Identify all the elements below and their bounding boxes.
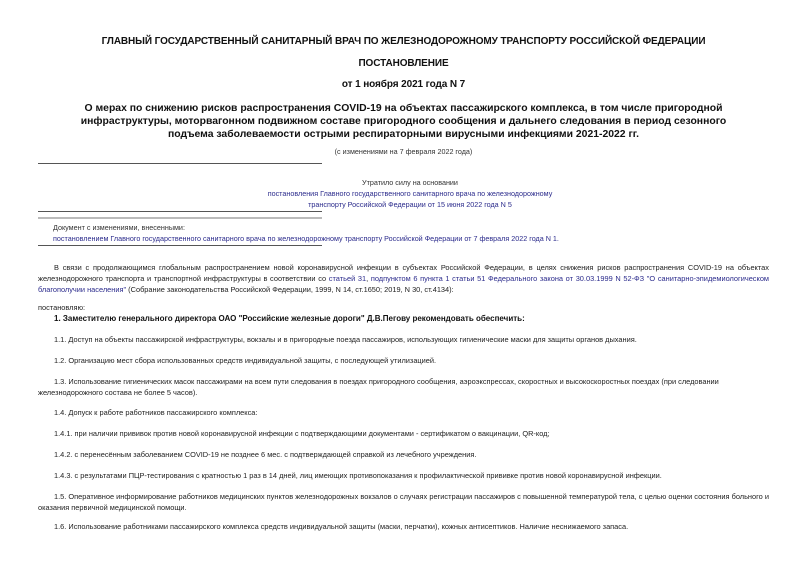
document-title: О мерах по снижению рисков распространения COVID-19 на объектах пассажирского комплекса, в том числе пригородной инфраструктуры, моторвагонном подвижном составе пригородного сообщения и дальнего следования в период сезонного подъема заболеваемости острыми респираторными вирусными инфекциями 2021-2022 гг. <box>80 103 727 140</box>
changes-link[interactable]: постановлением Главного государственного санитарного врача по железнодорожному транспорту Российской Федерации от 7 февраля 2022 года N 1. <box>53 234 559 243</box>
item-1-4-1: 1.4.1. при наличии прививок против новой коронавирусной инфекции с подтверждающими документами - сертификатом о вакцинации, QR-код; <box>54 429 550 438</box>
changes-block <box>53 222 753 244</box>
repeal-link-line2[interactable]: транспорту Российской Федерации от 15 июня 2022 года N 5 <box>308 200 512 209</box>
item-1-1: 1.1. Доступ на объекты пассажирской инфраструктуры, вокзалы и в пригородные поезда пассажиров, использующих гигиенические маски для защиты органов дыхания. <box>54 335 637 344</box>
item-1-5: 1.5. Оперативное информирование работников медицинских пунктов железнодорожных вокзалов о случаях регистрации пассажиров с повышенной температурой тела, с целью оценки состояния больного и оказания первичной медицинской помощи. <box>38 492 769 512</box>
repeal-label: Утратило силу на основании <box>362 178 458 187</box>
decree-word: постановляю: <box>38 303 86 312</box>
changes-label: Документ с изменениями, внесенными: <box>53 223 185 232</box>
divider <box>38 211 322 212</box>
issuing-authority: ГЛАВНЫЙ ГОСУДАРСТВЕННЫЙ САНИТАРНЫЙ ВРАЧ ПО ЖЕЛЕЗНОДОРОЖНОМУ ТРАНСПОРТУ РОССИЙСКОЙ ФЕДЕРАЦИИ <box>101 36 706 47</box>
divider <box>38 163 322 164</box>
link-article-31[interactable]: статьей 31 <box>328 274 367 283</box>
repeal-link-line1[interactable]: постановления Главного государственного санитарного врача по железнодорожному <box>267 189 553 198</box>
item-1-4: 1.4. Допуск к работе работников пассажирского комплекса: <box>54 408 258 417</box>
divider <box>38 217 322 219</box>
separator: , <box>366 274 371 283</box>
document-type: ПОСТАНОВЛЕНИЕ <box>358 58 449 69</box>
preamble-paragraph <box>38 262 769 295</box>
divider <box>38 245 322 246</box>
item-1-4-2: 1.4.2. с перенесённым заболеванием COVID-19 не позднее 6 мес. с подтверждающей справкой из лечебного учреждения. <box>54 450 477 459</box>
preamble-text: В связи с продолжающимся глобальным распространением новой коронавирусной инфекции в субъектах Российской Федерации, в целях снижения рисков распространения COVID-19 на объектах железнодорожного транспорта и транспортной инфраструктуры в соответствии со <box>38 263 769 283</box>
document-date-number: от 1 ноября 2021 года N 7 <box>341 79 466 90</box>
item-1-6: 1.6. Использование работниками пассажирского комплекса средств индивидуальной защиты (маски, перчатки), кожных антисептиков. Наличие неснижаемого запаса. <box>54 522 629 531</box>
item-1-2: 1.2. Организацию мест сбора использованных средств индивидуальной защиты, с последующей утилизацией. <box>54 356 437 365</box>
item-1-4-3: 1.4.3. с результатами ПЦР-тестирования с кратностью 1 раз в 14 дней, лиц имеющих противопоказания к профилактической прививке против новой коронавирусной инфекции. <box>54 471 662 480</box>
link-federal-law-52fz[interactable]: подпунктом 6 пункта 1 статьи 51 Федерального закона от 30.03.1999 N 52-ФЗ "О санитарно-эпидемиологическом благополучии населения" <box>38 274 770 294</box>
preamble-text-end: (Собрание законодательства Российской Федерации, 1999, N 14, ст.1650; 2019, N 30, ст.4134): <box>126 285 454 294</box>
item-1: 1. Заместителю генерального директора ОАО "Российские железные дороги" Д.В.Пегову рекомендовать обеспечить: <box>54 314 525 323</box>
amendments-note: (с изменениями на 7 февраля 2022 года) <box>334 147 473 156</box>
repeal-status-block <box>265 177 555 210</box>
item-1-3: 1.3. Использование гигиенических масок пассажирами на всем пути следования в поездах пригородного сообщения, аэроэкспрессах, скоростных и высокоскоростных поездах (при следовании железнодорожного состава не более 5 часов). <box>38 377 719 397</box>
